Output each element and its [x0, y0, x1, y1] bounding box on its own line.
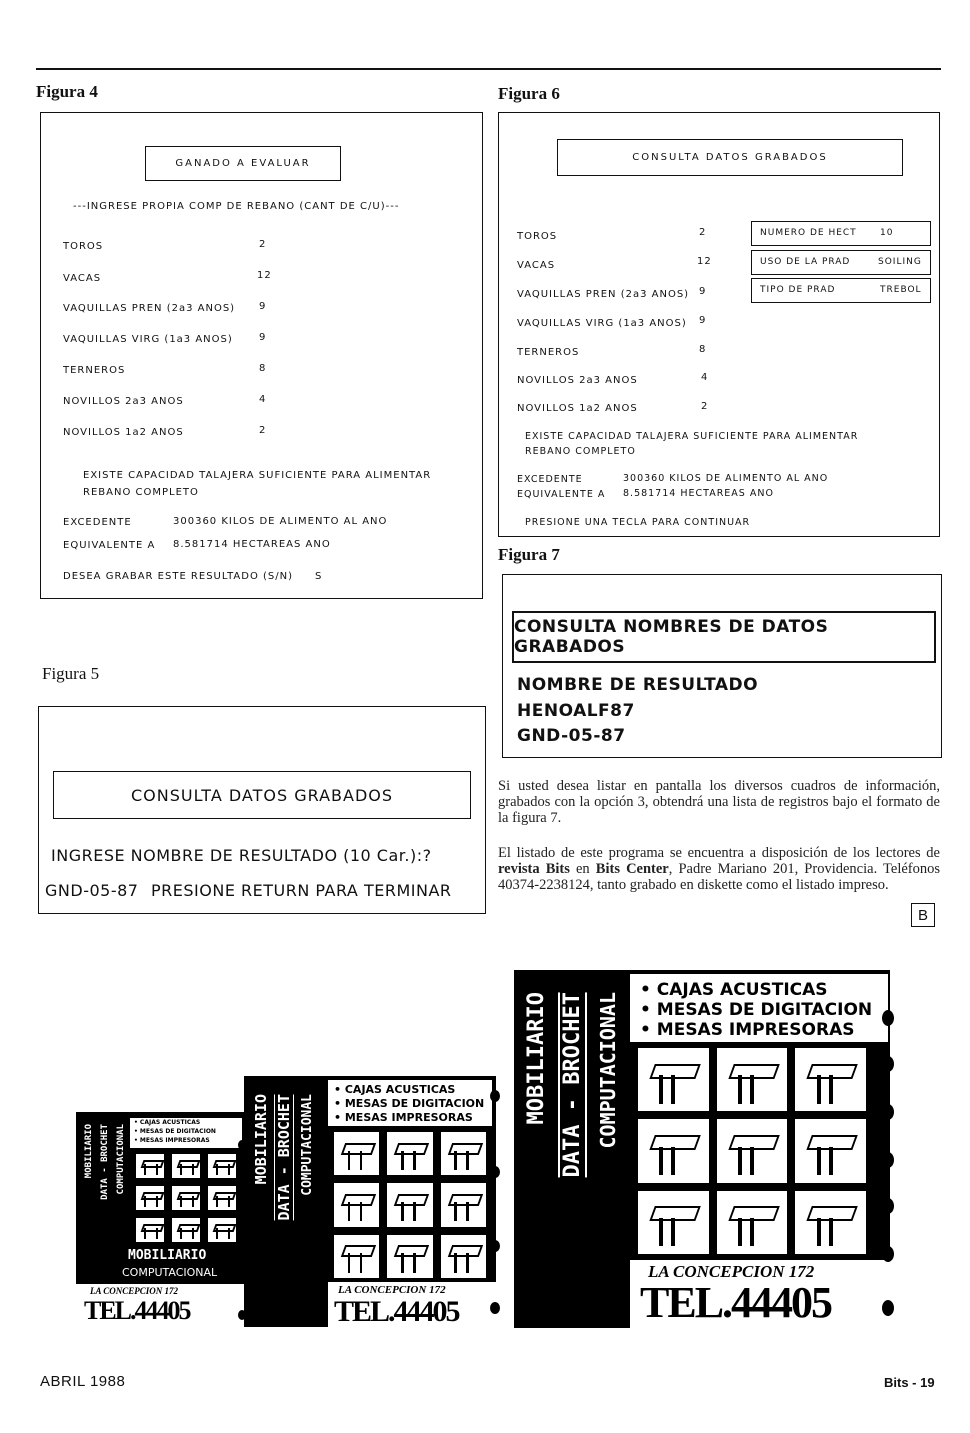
- ad-large: [514, 970, 890, 1328]
- furniture-drawing: [170, 1184, 202, 1212]
- fig5-header: CONSULTA DATOS GRABADOS: [130, 785, 394, 805]
- furniture-drawing: [636, 1117, 711, 1184]
- fig4-prompt: ---INGRESE PROPIA COMP DE REBANO (CANT DE C/U)---: [73, 201, 400, 212]
- ad-large-vertical-3: COMPUTACIONAL: [596, 992, 620, 1149]
- binder-dot: [882, 1246, 894, 1262]
- fig4-row-label: NOVILLOS 2a3 ANOS: [63, 396, 184, 407]
- article-bold: revista Bits: [498, 861, 570, 877]
- furniture-drawing: [793, 1189, 868, 1256]
- fig4-row-value: 2: [259, 239, 267, 250]
- fig6-side-label: USO DE LA PRAD: [760, 257, 851, 267]
- fig4-row-value: 4: [259, 394, 267, 405]
- furniture-drawing: [332, 1233, 381, 1280]
- fig7-list-item: HENOALF87: [517, 701, 635, 721]
- fig5-screen: [38, 706, 486, 914]
- furniture-drawing: [170, 1152, 202, 1180]
- fig6-row-value: 12: [697, 256, 712, 267]
- binder-dot: [882, 1104, 894, 1120]
- fig6-excedente-value: 300360 KILOS DE ALIMENTO AL ANO: [623, 473, 829, 484]
- ad-bullet: • MESAS IMPRESORAS: [334, 1111, 473, 1124]
- fig7-header: CONSULTA NOMBRES DE DATOS GRABADOS: [514, 617, 829, 657]
- fig4-row-label: NOVILLOS 1a2 ANOS: [63, 427, 184, 438]
- article-text: en: [569, 861, 596, 877]
- ad-small-phone: TEL.44405: [84, 1296, 190, 1325]
- ad-medium-vertical-1: MOBILIARIO: [252, 1094, 270, 1185]
- furniture-drawing: [439, 1233, 488, 1280]
- ad-medium-bullets: [328, 1080, 492, 1126]
- fig6-header: CONSULTA DATOS GRABADOS: [557, 139, 903, 176]
- fig4-row-label: TOROS: [63, 241, 104, 252]
- furniture-drawing: [793, 1117, 868, 1184]
- ad-small-line2: COMPUTACIONAL: [122, 1266, 218, 1279]
- fig6-row-label: NOVILLOS 2a3 ANOS: [517, 375, 638, 386]
- article-paragraph-2: [498, 845, 940, 893]
- ad-bullet: • MESAS IMPRESORAS: [640, 1020, 855, 1040]
- ad-medium-furniture-grid: [332, 1130, 488, 1280]
- footer-date: ABRIL 1988: [40, 1373, 126, 1390]
- article-text: , Padre Mariano 201, Providencia. Teléfonos 40374-2238124, tanto grabado en diskette como el listado impreso.: [498, 861, 941, 893]
- ad-large-vertical-2: DATA - BROCHET: [560, 992, 585, 1178]
- ad-medium-address: LA CONCEPCION 172: [338, 1284, 446, 1296]
- furniture-drawing: [715, 1189, 790, 1256]
- ad-medium-phone: TEL.44405: [334, 1295, 459, 1327]
- ad-large-address: LA CONCEPCION 172: [648, 1262, 815, 1281]
- fig6-caption: Figura 6: [498, 84, 560, 103]
- fig7-caption: Figura 7: [498, 545, 560, 564]
- fig5-header-box: [53, 771, 471, 819]
- fig6-side-box: [751, 221, 931, 246]
- fig4-row-label: VACAS: [63, 273, 102, 284]
- fig4-screen: [40, 112, 483, 599]
- ad-small-vertical-2: DATA - BROCHET: [100, 1124, 110, 1200]
- fig6-side-value: 10: [880, 228, 894, 238]
- furniture-drawing: [636, 1046, 711, 1113]
- binder-dot: [238, 1206, 246, 1216]
- ad-bullet: • MESAS DE DIGITACION: [334, 1097, 485, 1110]
- fig6-row-value: 2: [699, 227, 707, 238]
- fig6-row-label: VAQUILLAS VIRG (1a3 ANOS): [517, 318, 687, 329]
- fig6-row-label: NOVILLOS 1a2 ANOS: [517, 403, 638, 414]
- fig7-header-box: [512, 611, 936, 663]
- end-mark: B: [911, 903, 935, 927]
- fig6-row-label: TOROS: [517, 231, 558, 242]
- fig4-row-value: 9: [259, 301, 267, 312]
- furniture-drawing: [385, 1130, 434, 1177]
- ad-small-vertical-1: MOBILIARIO: [84, 1124, 94, 1179]
- fig4-save-answer: S: [315, 571, 323, 582]
- ad-small-bullets: [130, 1118, 242, 1148]
- ad-bullet: • CAJAS ACUSTICAS: [134, 1119, 201, 1126]
- ad-large-phone: TEL.44405: [640, 1278, 832, 1327]
- ad-small-furniture-grid: [134, 1152, 238, 1244]
- ad-large-furniture-grid: [636, 1046, 868, 1256]
- fig6-row-value: 2: [701, 401, 709, 412]
- fig6-side-value: TREBOL: [880, 285, 922, 295]
- furniture-drawing: [439, 1181, 488, 1228]
- fig6-row-value: 9: [699, 286, 707, 297]
- fig6-side-label: NUMERO DE HECT: [760, 228, 857, 238]
- furniture-drawing: [134, 1152, 166, 1180]
- fig4-equivalente-value: 8.581714 HECTAREAS ANO: [173, 539, 331, 550]
- binder-dot: [882, 1300, 894, 1316]
- furniture-drawing: [206, 1184, 238, 1212]
- fig4-caption: Figura 4: [36, 82, 98, 101]
- fig4-row-value: 9: [259, 332, 267, 343]
- fig6-capacity-line2: REBANO COMPLETO: [525, 446, 636, 457]
- binder-dot: [238, 1310, 246, 1320]
- furniture-drawing: [206, 1216, 238, 1244]
- article-paragraph-1: Si usted desea listar en pantalla los diversos cuadros de información, grabados con la opción 3, obtendrá una lista de registros bajo el formato de la figura 7.: [498, 778, 940, 826]
- fig7-list-title: NOMBRE DE RESULTADO: [517, 675, 759, 695]
- binder-dot: [490, 1302, 500, 1314]
- ad-small-footer: [76, 1284, 244, 1327]
- fig4-row-value: 12: [257, 270, 272, 281]
- binder-dot: [238, 1140, 246, 1150]
- fig7-list-item: GND-05-87: [517, 726, 626, 746]
- fig6-row-value: 8: [699, 344, 707, 355]
- furniture-drawing: [170, 1216, 202, 1244]
- ad-medium-vertical-2: DATA - BROCHET: [275, 1094, 293, 1221]
- ad-bullet: • CAJAS ACUSTICAS: [640, 980, 828, 1000]
- ad-medium: [244, 1076, 496, 1327]
- fig4-row-label: VAQUILLAS PREN (2a3 ANOS): [63, 303, 236, 314]
- fig6-row-value: 9: [699, 315, 707, 326]
- binder-dot: [490, 1090, 500, 1102]
- furniture-drawing: [385, 1181, 434, 1228]
- fig6-row-label: VACAS: [517, 260, 556, 271]
- fig6-side-box: [751, 278, 931, 303]
- fig6-equivalente-label: EQUIVALENTE A: [517, 489, 606, 500]
- fig4-header: GANADO A EVALUAR: [145, 146, 341, 181]
- fig6-equivalente-value: 8.581714 HECTAREAS ANO: [623, 488, 774, 499]
- binder-dot: [882, 1198, 894, 1214]
- furniture-drawing: [715, 1117, 790, 1184]
- furniture-drawing: [332, 1181, 381, 1228]
- fig5-input-prompt: INGRESE NOMBRE DE RESULTADO (10 Car.):?: [51, 846, 432, 865]
- fig6-side-box: [751, 250, 931, 275]
- fig6-excedente-label: EXCEDENTE: [517, 474, 583, 485]
- fig4-save-prompt: DESEA GRABAR ESTE RESULTADO (S/N): [63, 571, 293, 582]
- binder-dot: [882, 1010, 894, 1026]
- furniture-drawing: [439, 1130, 488, 1177]
- fig6-row-label: TERNEROS: [517, 347, 580, 358]
- furniture-drawing: [134, 1184, 166, 1212]
- fig5-entry: GND-05-87: [45, 881, 139, 900]
- furniture-drawing: [385, 1233, 434, 1280]
- fig6-continue-prompt: PRESIONE UNA TECLA PARA CONTINUAR: [525, 517, 751, 528]
- fig4-excedente-value: 300360 KILOS DE ALIMENTO AL ANO: [173, 516, 388, 527]
- binder-dot: [882, 1152, 894, 1168]
- top-rule: [36, 68, 941, 70]
- fig7-screen: [502, 574, 942, 758]
- ad-large-bullets: [630, 974, 888, 1042]
- furniture-drawing: [793, 1046, 868, 1113]
- ad-small: [76, 1112, 244, 1327]
- fig6-row-value: 4: [701, 372, 709, 383]
- ad-bullet: • MESAS IMPRESORAS: [134, 1137, 210, 1144]
- fig6-side-value: SOILING: [878, 257, 922, 267]
- fig6-row-label: VAQUILLAS PREN (2a3 ANOS): [517, 289, 690, 300]
- ad-small-address: LA CONCEPCION 172: [90, 1286, 179, 1296]
- binder-dot: [490, 1166, 500, 1178]
- fig4-row-value: 2: [259, 425, 267, 436]
- fig6-side-label: TIPO DE PRAD: [760, 285, 836, 295]
- fig4-capacity-line1: EXISTE CAPACIDAD TALAJERA SUFICIENTE PARA ALIMENTAR: [83, 470, 432, 481]
- furniture-drawing: [715, 1046, 790, 1113]
- fig6-screen: [498, 112, 940, 537]
- binder-dot: [490, 1240, 500, 1252]
- ad-large-vertical-1: MOBILIARIO: [524, 992, 549, 1125]
- furniture-drawing: [636, 1189, 711, 1256]
- ad-bullet: • CAJAS ACUSTICAS: [334, 1083, 456, 1096]
- ad-small-line1: MOBILIARIO: [128, 1248, 207, 1263]
- fig5-return-prompt: PRESIONE RETURN PARA TERMINAR: [151, 881, 452, 900]
- article-text: El listado de este programa se encuentra a disposición de los lectores de: [498, 845, 940, 861]
- furniture-drawing: [134, 1216, 166, 1244]
- ad-bullet: • MESAS DE DIGITACION: [134, 1128, 216, 1135]
- fig4-row-label: TERNEROS: [63, 365, 126, 376]
- fig4-row-label: VAQUILLAS VIRG (1a3 ANOS): [63, 334, 233, 345]
- ad-medium-vertical-3: COMPUTACIONAL: [300, 1094, 315, 1196]
- fig4-capacity-line2: REBANO COMPLETO: [83, 487, 199, 498]
- footer-page: Bits - 19: [884, 1375, 935, 1390]
- ad-medium-footer: [328, 1282, 496, 1327]
- article-bold: Bits Center: [595, 861, 669, 877]
- ad-large-footer: [630, 1260, 890, 1328]
- fig4-row-value: 8: [259, 363, 267, 374]
- fig4-equivalente-label: EQUIVALENTE A: [63, 540, 156, 551]
- fig5-caption: Figura 5: [42, 664, 100, 683]
- ad-bullet: • MESAS DE DIGITACION: [640, 1000, 873, 1020]
- binder-dot: [882, 1056, 894, 1072]
- furniture-drawing: [206, 1152, 238, 1180]
- fig6-capacity-line1: EXISTE CAPACIDAD TALAJERA SUFICIENTE PARA ALIMENTAR: [525, 431, 859, 442]
- furniture-drawing: [332, 1130, 381, 1177]
- ad-small-vertical-3: COMPUTACIONAL: [116, 1124, 126, 1195]
- fig4-excedente-label: EXCEDENTE: [63, 517, 132, 528]
